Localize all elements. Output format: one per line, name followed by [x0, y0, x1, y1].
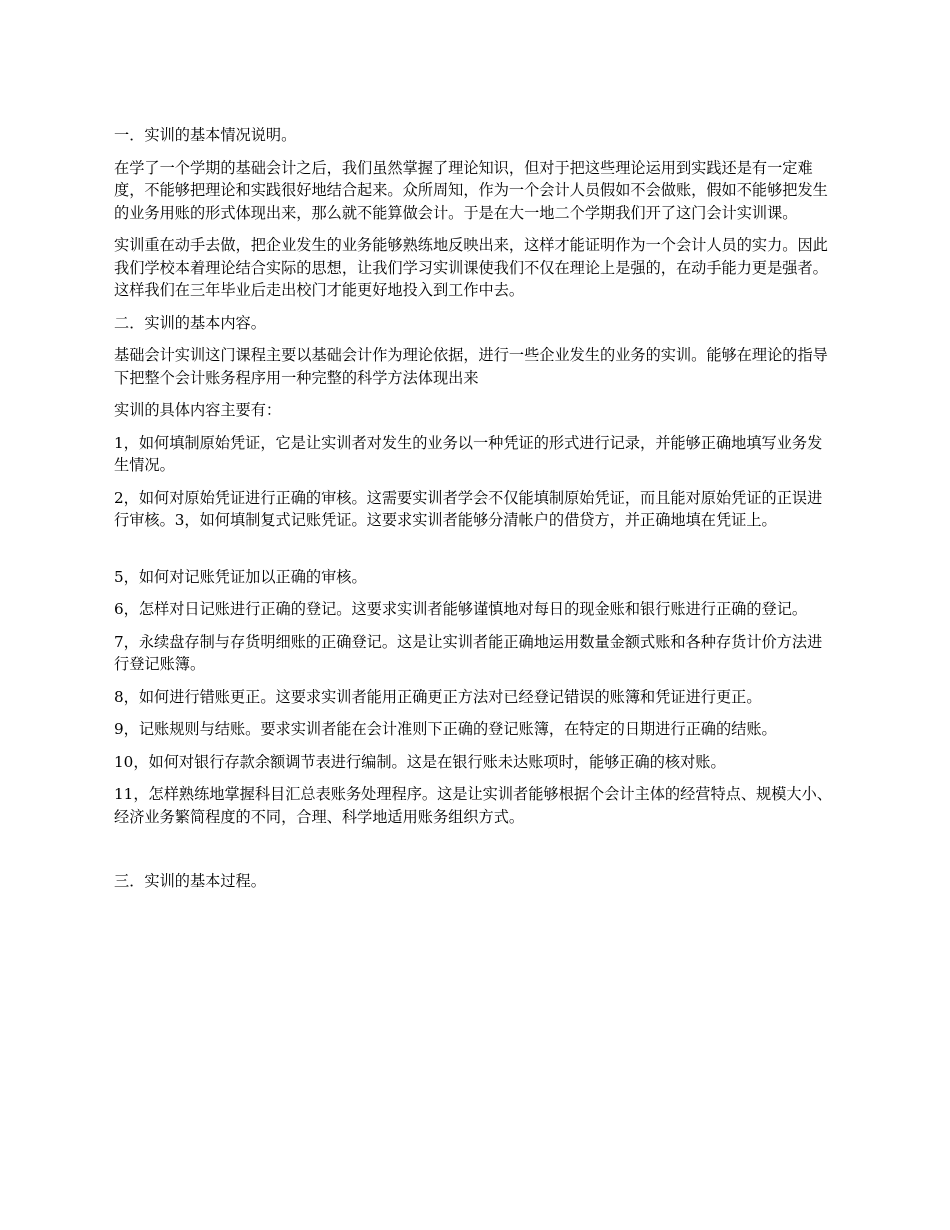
section-heading-2: 二．实训的基本内容。 — [114, 313, 266, 332]
list-item-2-3: 2，如何对原始凭证进行正确的审核。这需要实训者学会不仅能填制原始凭证，而且能对原始凭证的正误进行审核。3，如何填制复式记账凭证。这要求实训者能够分清帐户的借贷方，并正确地填在凭证上。 — [114, 488, 823, 529]
section-heading-3: 三．实训的基本过程。 — [114, 872, 266, 890]
list-item-6: 6，怎样对日记账进行正确的登记。这要求实训者能够谨慎地对每日的现金账和银行账进行正确的登记。 — [114, 600, 808, 618]
list-item-1: 1，如何填制原始凭证，它是让实训者对发生的业务以一种凭证的形式进行记录，并能够正确地填写业务发生情况。 — [114, 433, 823, 474]
list-item-8: 8，如何进行错账更正。这要求实训者能用正确更正方法对已经登记错误的账簿和凭证进行更正。 — [114, 687, 762, 706]
document-page — [114, 124, 834, 903]
paragraph-intro: 在学了一个学期的基础会计之后，我们虽然掌握了理论知识，但对于把这些理论运用到实践还是有一定难度，不能够把理论和实践很好地结合起来。众所周知，作为一个会计人员假如不会做账，假如不能够把发生的业务用账的形式体现出来，那么就不能算做会计。于是在大一地二个学期我们开了这门会计实训课。 — [114, 158, 828, 222]
list-item-11: 11，怎样熟练地掌握科目汇总表账务处理程序。这是让实训者能够根据个会计主体的经营特点、规模大小、经济业务繁简程度的不同，合理、科学地适用账务组织方式。 — [114, 785, 832, 826]
list-item-9: 9，记账规则与结账。要求实训者能在会计准则下正确的登记账簿，在特定的日期进行正确的结账。 — [114, 720, 777, 738]
paragraph-practice: 实训重在动手去做，把企业发生的业务能够熟练地反映出来，这样才能证明作为一个会计人员的实力。因此我们学校本着理论结合实际的思想，让我们学习实训课使我们不仅在理论上是强的，在动手能力更是强者。这样我们在三年毕业后走出校门才能更好地投入到工作中去。 — [114, 236, 828, 299]
list-item-10: 10，如何对银行存款余额调节表进行编制。这是在银行账未达账项时，能够正确的核对账。 — [114, 752, 726, 771]
list-item-5: 5，如何对记账凭证加以正确的审核。 — [114, 567, 367, 586]
paragraph-course: 基础会计实训这门课程主要以基础会计作为理论依据，进行一些企业发生的业务的实训。能够在理论的指导下把整个会计账务程序用一种完整的科学方法体现出来 — [114, 346, 828, 387]
list-item-7: 7，永续盘存制与存货明细账的正确登记。这是让实训者能正确地运用数量金额式账和各种存货计价方法进行登记账簿。 — [114, 632, 823, 673]
paragraph-content-lead: 实训的具体内容主要有： — [114, 401, 282, 419]
section-heading-1: 一．实训的基本情况说明。 — [114, 126, 297, 144]
